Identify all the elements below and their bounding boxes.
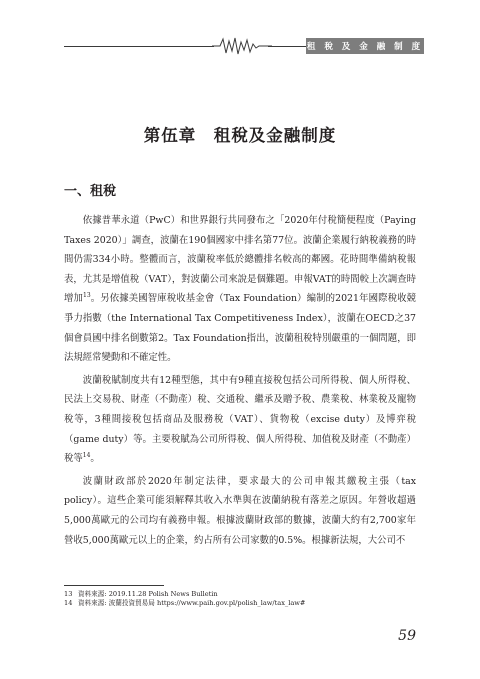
- footnote-number: 14: [64, 599, 73, 607]
- paragraph-text: 。另依據美國智庫稅收基金會（Tax Foundation）編制的2021年國際稅收競爭力指數（the International Tax Competitiveness Index），波蘭在OECD之37個會員國中排名倒數第2。Tax Foundation指出，波蘭租稅特別嚴重的一個問題，即法規經常變動和不確定性。: [64, 293, 416, 364]
- footnote-number: 13: [64, 590, 73, 598]
- paragraph-text: 依據普華永道（PwC）和世界銀行共同發布之「2020年付稅簡便程度（Paying Taxes 2020）」調查，波蘭在190個國家中排名第77位。波蘭企業履行納稅義務的時間仍需334小時。整體而言，波蘭稅率低於總體排名較高的鄰國。花時間準備納稅報表，尤其是增值稅（VAT），對波蘭公司來說是個難題。申報VAT的時間較上次調查時增加: [64, 215, 416, 305]
- paragraph-text: 波蘭財政部於2020年制定法律，要求最大的公司申報其繳稅主張（tax policy）。這些企業可能須解釋其收入水準與在波蘭納稅有落差之原因。年營收超過5,000萬歐元的公司均有義務申報。根據波蘭財政部的數據，波蘭大約有2,700家年營收5,000萬歐元以上的企業，約占所有公司家數的0.5%。根據新法規，大公司不: [64, 475, 416, 546]
- footnote-text: 資料來源: 2019.11.28 Polish News Bulletin: [78, 590, 218, 598]
- paragraph: [64, 211, 416, 368]
- page-number: 59: [398, 628, 416, 644]
- body-text: [64, 211, 416, 553]
- header-rule-left: [64, 46, 214, 47]
- chapter-title: 第伍章 租稅及金融制度: [143, 126, 337, 145]
- footnote-rule: [64, 585, 164, 586]
- paragraph-text: 波蘭稅賦制度共有12種型態，其中有9種直接稅包括公司所得稅、個人所得稅、民法上交易稅、財產（不動產）稅、交通稅、繼承及贈予稅、農業稅、林業稅及寵物稅等，3種間接稅包括商品及服務稅（VAT）、貨物稅（excise duty）及博弈稅（game duty）等。主要稅賦為公司所得稅、個人所得稅、加值稅及財產（不動產）稅等: [64, 374, 416, 465]
- paragraph: [64, 371, 416, 469]
- footnote-ref: 13: [83, 292, 91, 300]
- header-rule-right: [268, 46, 306, 47]
- header-section-tab: [306, 38, 424, 54]
- footnote: [64, 599, 305, 608]
- pulse-wave-icon: [212, 36, 272, 56]
- paragraph: [64, 472, 416, 550]
- header-section-label: 租 稅 及 金 融 制 度: [306, 42, 424, 52]
- section-title: 一、租稅: [64, 184, 117, 199]
- footnote-ref: 14: [82, 452, 91, 459]
- footnote-text: 資料來源: 波蘭投資貿易局 https://www.paih.gov.pl/polish_law/tax_law#: [78, 599, 306, 607]
- footnote: [64, 590, 218, 599]
- paragraph-text: 。: [90, 453, 100, 465]
